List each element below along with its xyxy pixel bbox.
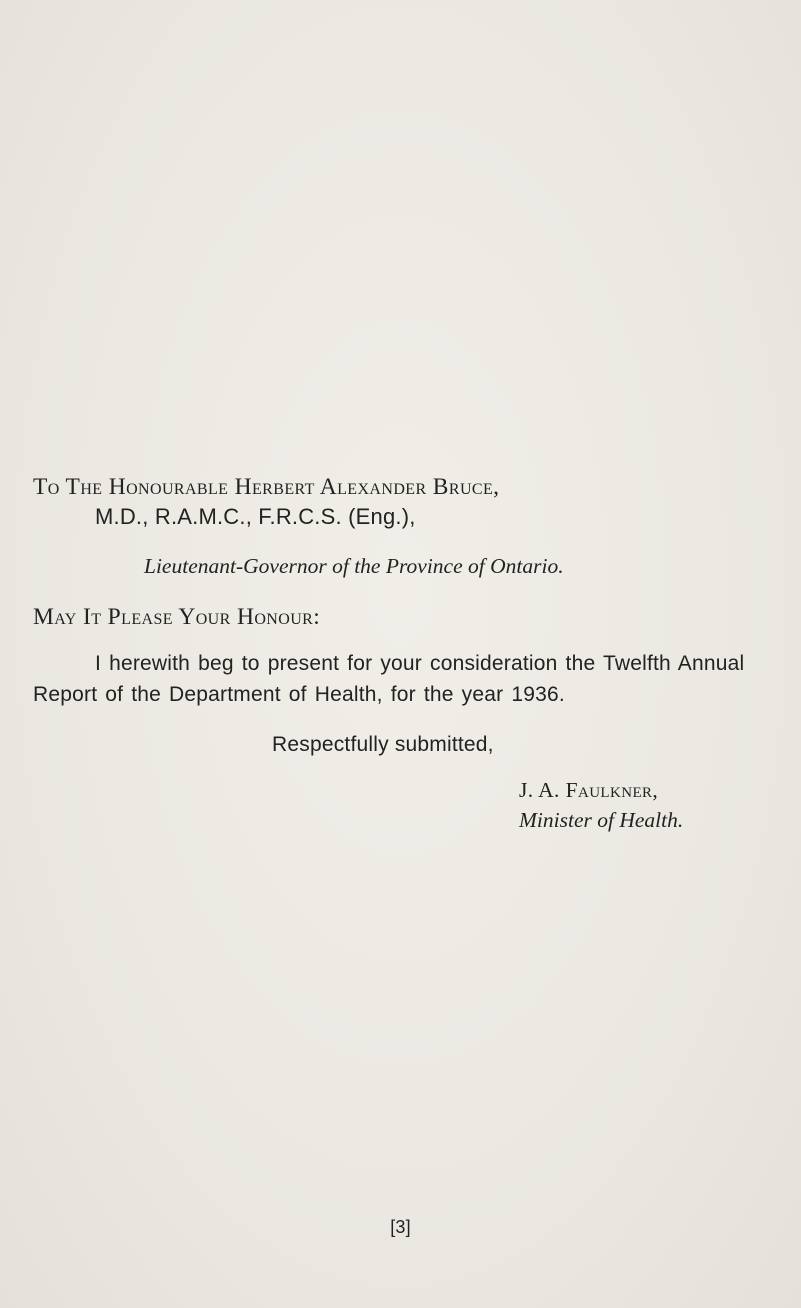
signatory-name: J. A. Faulkner, bbox=[519, 778, 659, 802]
signatory-title: Minister of Health. bbox=[519, 808, 684, 832]
body-text-line: I herewith beg to present for your consideration the Twelfth Annual bbox=[95, 652, 745, 675]
addressee-credentials: M.D., R.A.M.C., F.R.C.S. (Eng.), bbox=[95, 504, 416, 529]
body-text-line: Report of the Department of Health, for the year 1936. bbox=[33, 683, 565, 706]
addressee-line: To The Honourable Herbert Alexander Bruce, bbox=[33, 474, 500, 500]
page-number: [3] bbox=[390, 1217, 411, 1237]
addressee-title: Lieutenant-Governor of the Province of Ontario. bbox=[144, 554, 564, 578]
closing-phrase: Respectfully submitted, bbox=[272, 733, 494, 756]
salutation: May It Please Your Honour: bbox=[33, 604, 321, 630]
